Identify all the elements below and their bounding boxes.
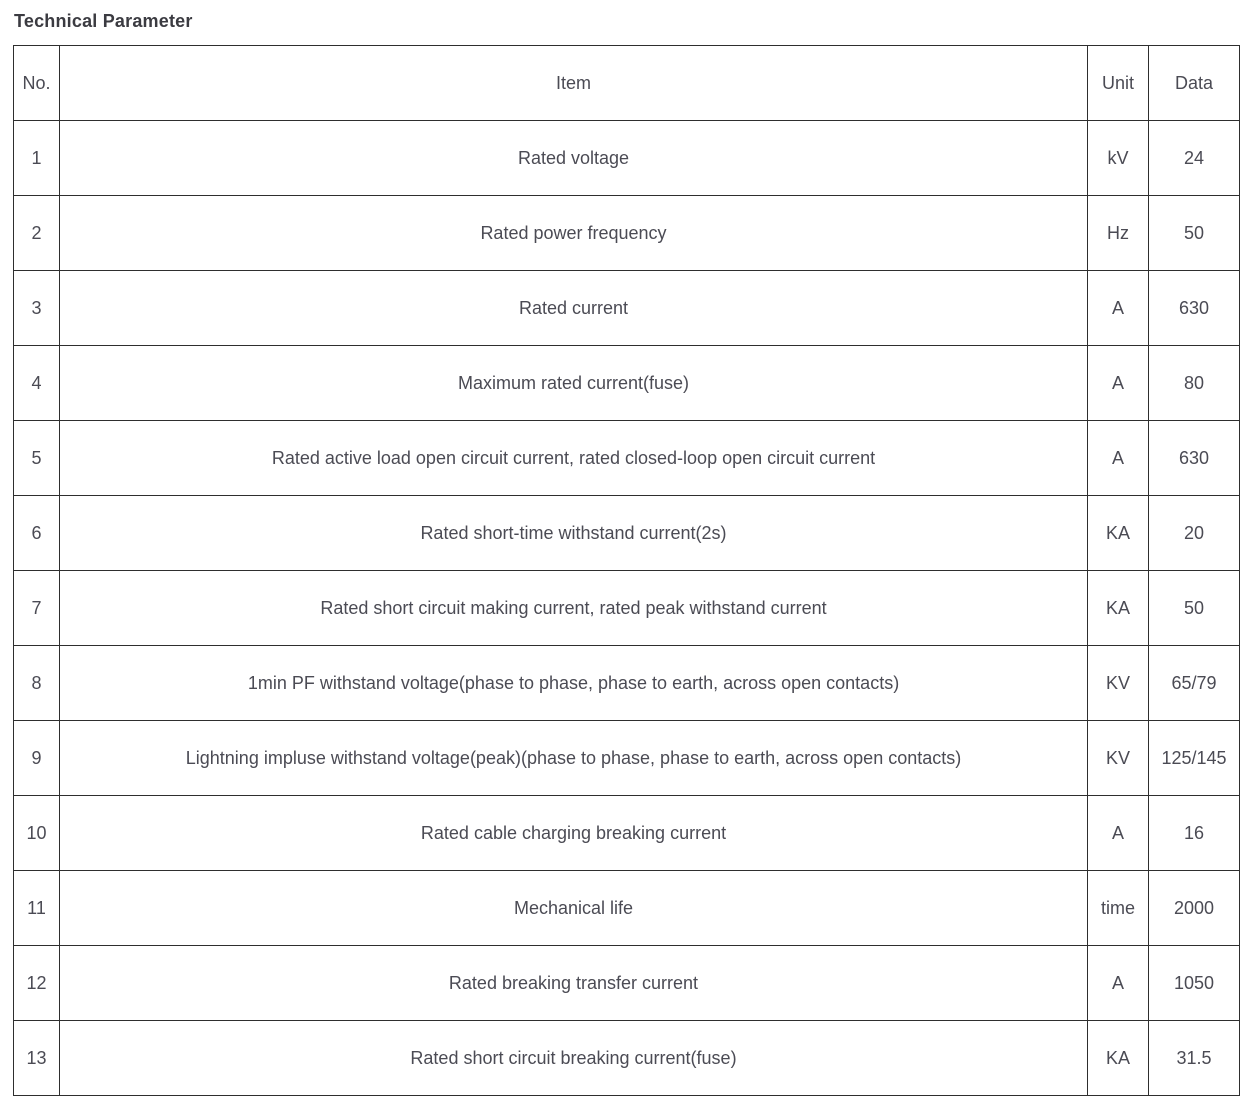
cell-data: 20 (1149, 496, 1240, 571)
cell-item: Mechanical life (60, 871, 1088, 946)
cell-item: Rated power frequency (60, 196, 1088, 271)
table-row (14, 496, 1240, 571)
header-item: Item (60, 46, 1088, 121)
cell-unit: KA (1088, 496, 1149, 571)
cell-unit: kV (1088, 121, 1149, 196)
table-body (14, 121, 1240, 1096)
table-row (14, 421, 1240, 496)
table-header (14, 46, 1240, 121)
table-row (14, 1021, 1240, 1096)
cell-data: 24 (1149, 121, 1240, 196)
cell-unit: A (1088, 946, 1149, 1021)
cell-data: 630 (1149, 271, 1240, 346)
cell-item: 1min PF withstand voltage(phase to phase, phase to earth, across open contacts) (60, 646, 1088, 721)
cell-no: 7 (14, 571, 60, 646)
cell-data: 1050 (1149, 946, 1240, 1021)
header-row (14, 46, 1240, 121)
cell-item: Rated short-time withstand current(2s) (60, 496, 1088, 571)
cell-unit: A (1088, 271, 1149, 346)
header-data: Data (1149, 46, 1240, 121)
cell-unit: KA (1088, 571, 1149, 646)
table-row (14, 796, 1240, 871)
cell-unit: KV (1088, 721, 1149, 796)
cell-unit: A (1088, 346, 1149, 421)
cell-no: 8 (14, 646, 60, 721)
table-row (14, 571, 1240, 646)
table-row (14, 946, 1240, 1021)
cell-item: Rated active load open circuit current, rated closed-loop open circuit current (60, 421, 1088, 496)
cell-data: 630 (1149, 421, 1240, 496)
technical-parameter-table (13, 45, 1240, 1096)
cell-item: Rated cable charging breaking current (60, 796, 1088, 871)
cell-item: Rated breaking transfer current (60, 946, 1088, 1021)
cell-data: 65/79 (1149, 646, 1240, 721)
cell-unit: A (1088, 421, 1149, 496)
cell-no: 6 (14, 496, 60, 571)
cell-data: 31.5 (1149, 1021, 1240, 1096)
cell-data: 50 (1149, 571, 1240, 646)
cell-no: 1 (14, 121, 60, 196)
cell-unit: KA (1088, 1021, 1149, 1096)
cell-no: 10 (14, 796, 60, 871)
cell-data: 80 (1149, 346, 1240, 421)
cell-data: 16 (1149, 796, 1240, 871)
cell-unit: KV (1088, 646, 1149, 721)
cell-item: Rated current (60, 271, 1088, 346)
table-row (14, 196, 1240, 271)
cell-no: 2 (14, 196, 60, 271)
cell-no: 11 (14, 871, 60, 946)
table-row (14, 271, 1240, 346)
cell-item: Rated short circuit breaking current(fuse) (60, 1021, 1088, 1096)
table-row (14, 646, 1240, 721)
cell-item: Rated short circuit making current, rated peak withstand current (60, 571, 1088, 646)
header-no: No. (14, 46, 60, 121)
cell-data: 2000 (1149, 871, 1240, 946)
table-row (14, 346, 1240, 421)
table-row (14, 721, 1240, 796)
cell-item: Maximum rated current(fuse) (60, 346, 1088, 421)
cell-data: 50 (1149, 196, 1240, 271)
header-unit: Unit (1088, 46, 1149, 121)
page-title: Technical Parameter (14, 11, 193, 31)
table-row (14, 121, 1240, 196)
table-row (14, 871, 1240, 946)
cell-item: Rated voltage (60, 121, 1088, 196)
cell-unit: time (1088, 871, 1149, 946)
cell-no: 12 (14, 946, 60, 1021)
cell-unit: A (1088, 796, 1149, 871)
cell-unit: Hz (1088, 196, 1149, 271)
cell-no: 5 (14, 421, 60, 496)
cell-no: 3 (14, 271, 60, 346)
cell-no: 13 (14, 1021, 60, 1096)
cell-no: 4 (14, 346, 60, 421)
cell-item: Lightning impluse withstand voltage(peak)(phase to phase, phase to earth, across open contacts) (60, 721, 1088, 796)
cell-no: 9 (14, 721, 60, 796)
cell-data: 125/145 (1149, 721, 1240, 796)
